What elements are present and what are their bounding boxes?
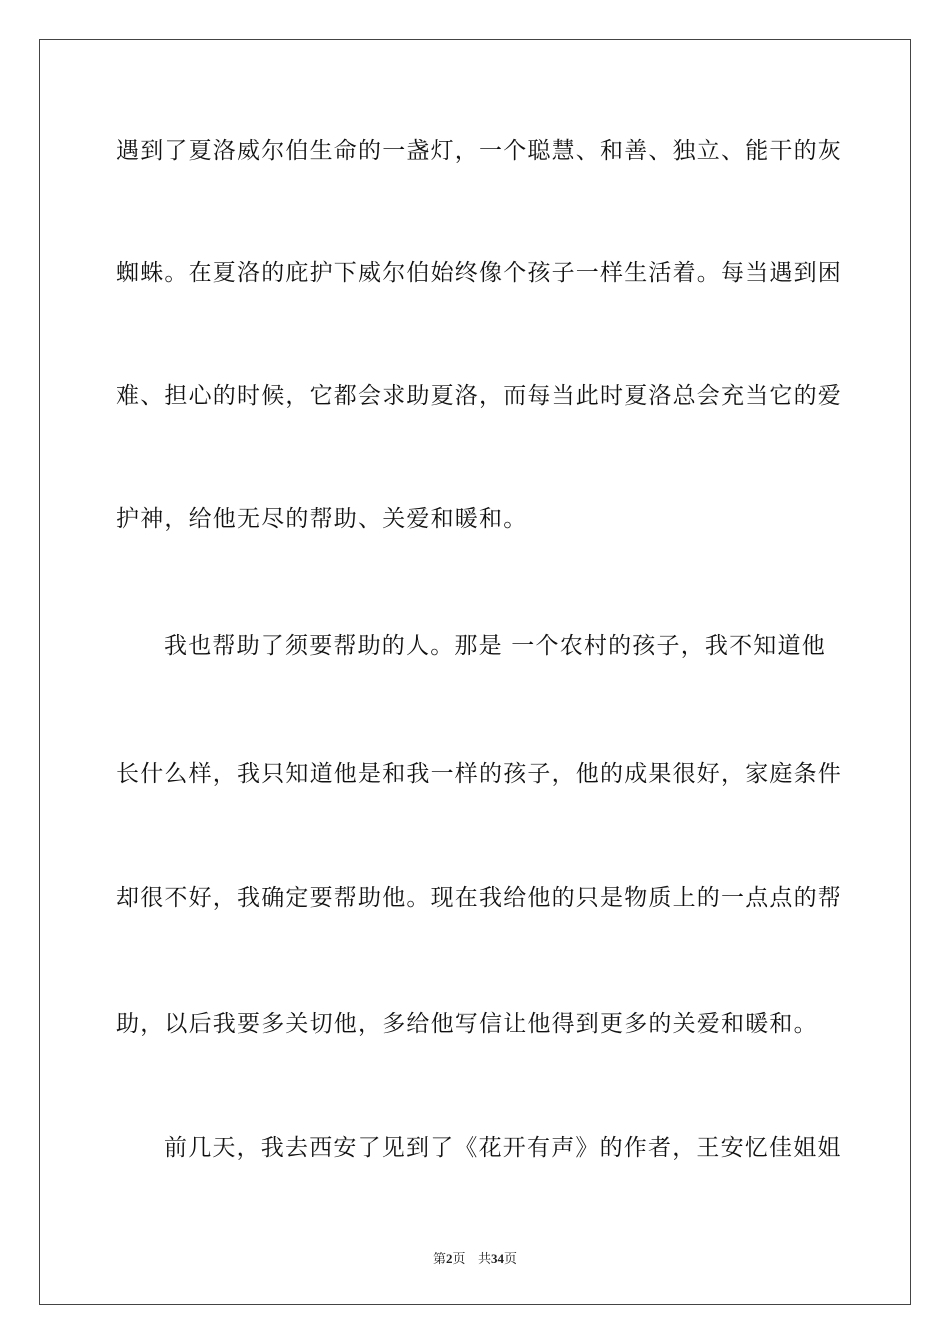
text-line: 蜘蛛。在夏洛的庇护下威尔伯始终像个孩子一样生活着。每当遇到困 bbox=[116, 260, 842, 286]
text-line: 难、担心的时候，它都会求助夏洛，而每当此时夏洛总会充当它的爱 bbox=[116, 383, 842, 409]
text-line: 长什么样，我只知道他是和我一样的孩子，他的成果很好，家庭条件 bbox=[116, 761, 842, 787]
footer-prefix: 第 bbox=[433, 1252, 447, 1267]
footer-total-prefix: 共 bbox=[477, 1252, 491, 1267]
paragraph-first-line: 我也帮助了须要帮助的人。那是 一个农村的孩子，我不知道他 bbox=[164, 633, 826, 659]
text-line: 遇到了夏洛威尔伯生命的一盏灯，一个聪慧、和善、独立、能干的灰 bbox=[116, 138, 842, 164]
text-line: 却很不好，我确定要帮助他。现在我给他的只是物质上的一点点的帮 bbox=[116, 885, 842, 911]
footer-total-suffix: 页 bbox=[503, 1252, 517, 1267]
total-pages: 34 bbox=[490, 1251, 504, 1266]
page-footer bbox=[0, 1248, 950, 1267]
footer-page-suffix: 页 bbox=[452, 1252, 466, 1267]
text-line: 助，以后我要多关切他，多给他写信让他得到更多的关爱和暖和。 bbox=[116, 1011, 818, 1037]
page-border bbox=[39, 39, 911, 1305]
text-line: 护神，给他无尽的帮助、关爱和暖和。 bbox=[116, 506, 528, 532]
paragraph-first-line: 前几天，我去西安了见到了《花开有声》的作者，王安忆佳姐姐 bbox=[164, 1135, 842, 1161]
page-number: 2 bbox=[446, 1251, 453, 1266]
